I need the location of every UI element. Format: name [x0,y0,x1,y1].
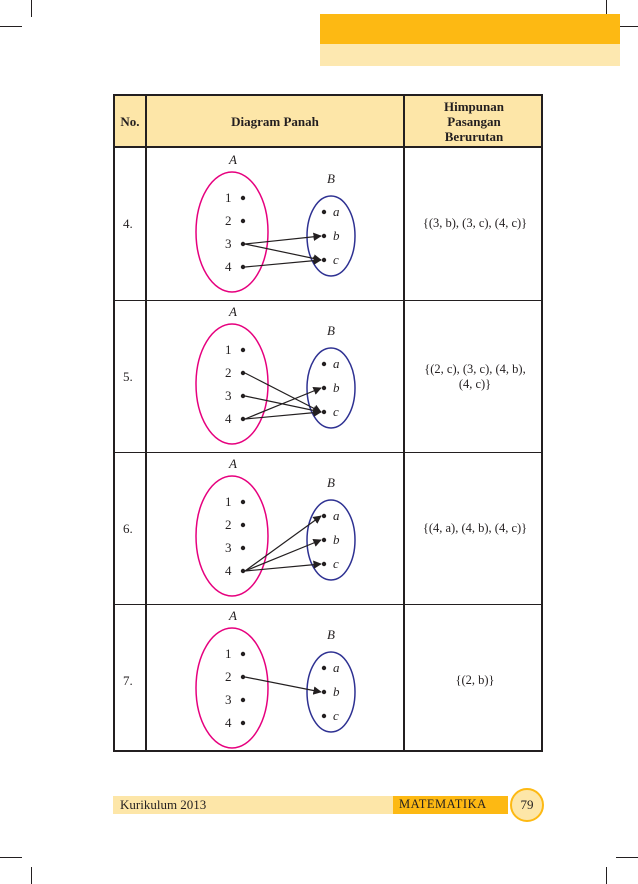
footer-subject: MATEMATIKA [399,797,487,811]
set-B-label: B [327,323,335,338]
set-B-dot [322,538,326,542]
set-A-dot [241,219,245,223]
set-B-element: c [333,252,339,267]
header-diagram: Diagram Panah [231,114,319,129]
arrow-diagram [147,606,403,756]
set-B-ellipse [307,500,355,580]
set-A-element: 3 [225,540,232,555]
set-A-label: A [229,152,237,167]
set-B-dot [322,666,326,670]
row-number: 4. [123,216,133,231]
set-B-dot [322,258,326,262]
set-A-element: 2 [225,365,232,380]
header-pairs [405,99,543,144]
relation-arrow [245,564,321,571]
crop-mark [616,857,638,858]
ordered-pairs [407,362,543,392]
set-A-dot [241,523,245,527]
row-divider [115,604,541,605]
ordered-pairs-line: {(3, b), (3, c), (4, c)} [422,216,528,230]
set-B-element: c [333,556,339,571]
set-B-dot [322,714,326,718]
relation-arrow [245,516,321,571]
set-B-dot [322,514,326,518]
set-A-element: 4 [225,563,232,578]
set-B-element: c [333,404,339,419]
set-B-dot [322,234,326,238]
set-B-label: B [327,171,335,186]
row-number: 7. [123,673,133,688]
set-B-label: B [327,475,335,490]
ordered-pairs-line: (4, c)} [458,377,492,391]
set-A-element: 3 [225,236,232,251]
header-pairs-line: Berurutan [444,129,504,144]
set-A-dot [241,652,245,656]
set-B-element: b [333,532,340,547]
set-A-label: A [229,608,237,623]
set-A-dot [241,242,245,246]
column-divider [403,96,405,750]
header-pairs-line: Himpunan [444,99,504,114]
relation-arrow [245,412,321,419]
arrow-diagram [147,302,403,452]
set-A-element: 2 [225,517,232,532]
set-B-element: b [333,380,340,395]
header-no: No. [120,114,140,129]
set-A-dot [241,698,245,702]
set-A-element: 4 [225,259,232,274]
set-A-dot [241,348,245,352]
relation-table [113,94,543,752]
set-A-dot [241,569,245,573]
relation-arrow [245,677,321,692]
set-A-dot [241,675,245,679]
set-A-dot [241,394,245,398]
set-A-element: 3 [225,692,232,707]
row-number: 5. [123,369,133,384]
header-decor-bar [320,14,620,44]
crop-mark [0,26,22,27]
relation-arrow [245,260,321,267]
crop-mark [0,857,22,858]
ordered-pairs [407,216,543,231]
set-A-element: 3 [225,388,232,403]
row-divider [115,452,541,453]
set-A-element: 1 [225,494,232,509]
ordered-pairs-line: {(2, b)} [455,673,495,687]
set-B-element: a [333,204,340,219]
set-B-element: b [333,684,340,699]
set-A-dot [241,196,245,200]
set-B-ellipse [307,652,355,732]
set-B-element: a [333,356,340,371]
crop-mark [606,867,607,884]
set-A-ellipse [196,172,268,292]
set-B-dot [322,562,326,566]
set-A-dot [241,371,245,375]
set-A-ellipse [196,628,268,748]
set-A-dot [241,721,245,725]
set-A-element: 1 [225,190,232,205]
set-B-label: B [327,627,335,642]
set-A-element: 2 [225,669,232,684]
relation-arrow [245,540,321,571]
set-A-element: 4 [225,715,232,730]
crop-mark [31,867,32,884]
set-A-element: 1 [225,342,232,357]
set-B-dot [322,210,326,214]
footer-curriculum: Kurikulum 2013 [120,797,207,812]
ordered-pairs [407,521,543,536]
set-A-dot [241,546,245,550]
set-A-dot [241,500,245,504]
set-A-label: A [229,304,237,319]
ordered-pairs-line: {(4, a), (4, b), (4, c)} [422,521,528,535]
ordered-pairs-line: {(2, c), (3, c), (4, b), [424,362,526,376]
set-B-dot [322,386,326,390]
set-B-element: b [333,228,340,243]
page-number: 79 [520,797,534,812]
set-A-dot [241,265,245,269]
arrow-diagram [147,150,403,300]
relation-arrow [245,236,321,244]
arrow-diagram [147,454,403,604]
set-A-ellipse [196,324,268,444]
set-B-ellipse [307,348,355,428]
row-divider [115,300,541,301]
set-B-dot [322,362,326,366]
crop-mark [31,0,32,17]
set-B-ellipse [307,196,355,276]
set-A-dot [241,417,245,421]
set-B-element: c [333,708,339,723]
ordered-pairs [407,673,543,688]
set-A-label: A [229,456,237,471]
header-pairs-line: Pasangan [447,114,501,129]
set-B-dot [322,410,326,414]
set-A-element: 4 [225,411,232,426]
header-decor-bar-pale [320,44,620,66]
row-number: 6. [123,521,133,536]
set-B-element: a [333,660,340,675]
set-B-element: a [333,508,340,523]
set-A-ellipse [196,476,268,596]
set-A-element: 2 [225,213,232,228]
set-B-dot [322,690,326,694]
set-A-element: 1 [225,646,232,661]
